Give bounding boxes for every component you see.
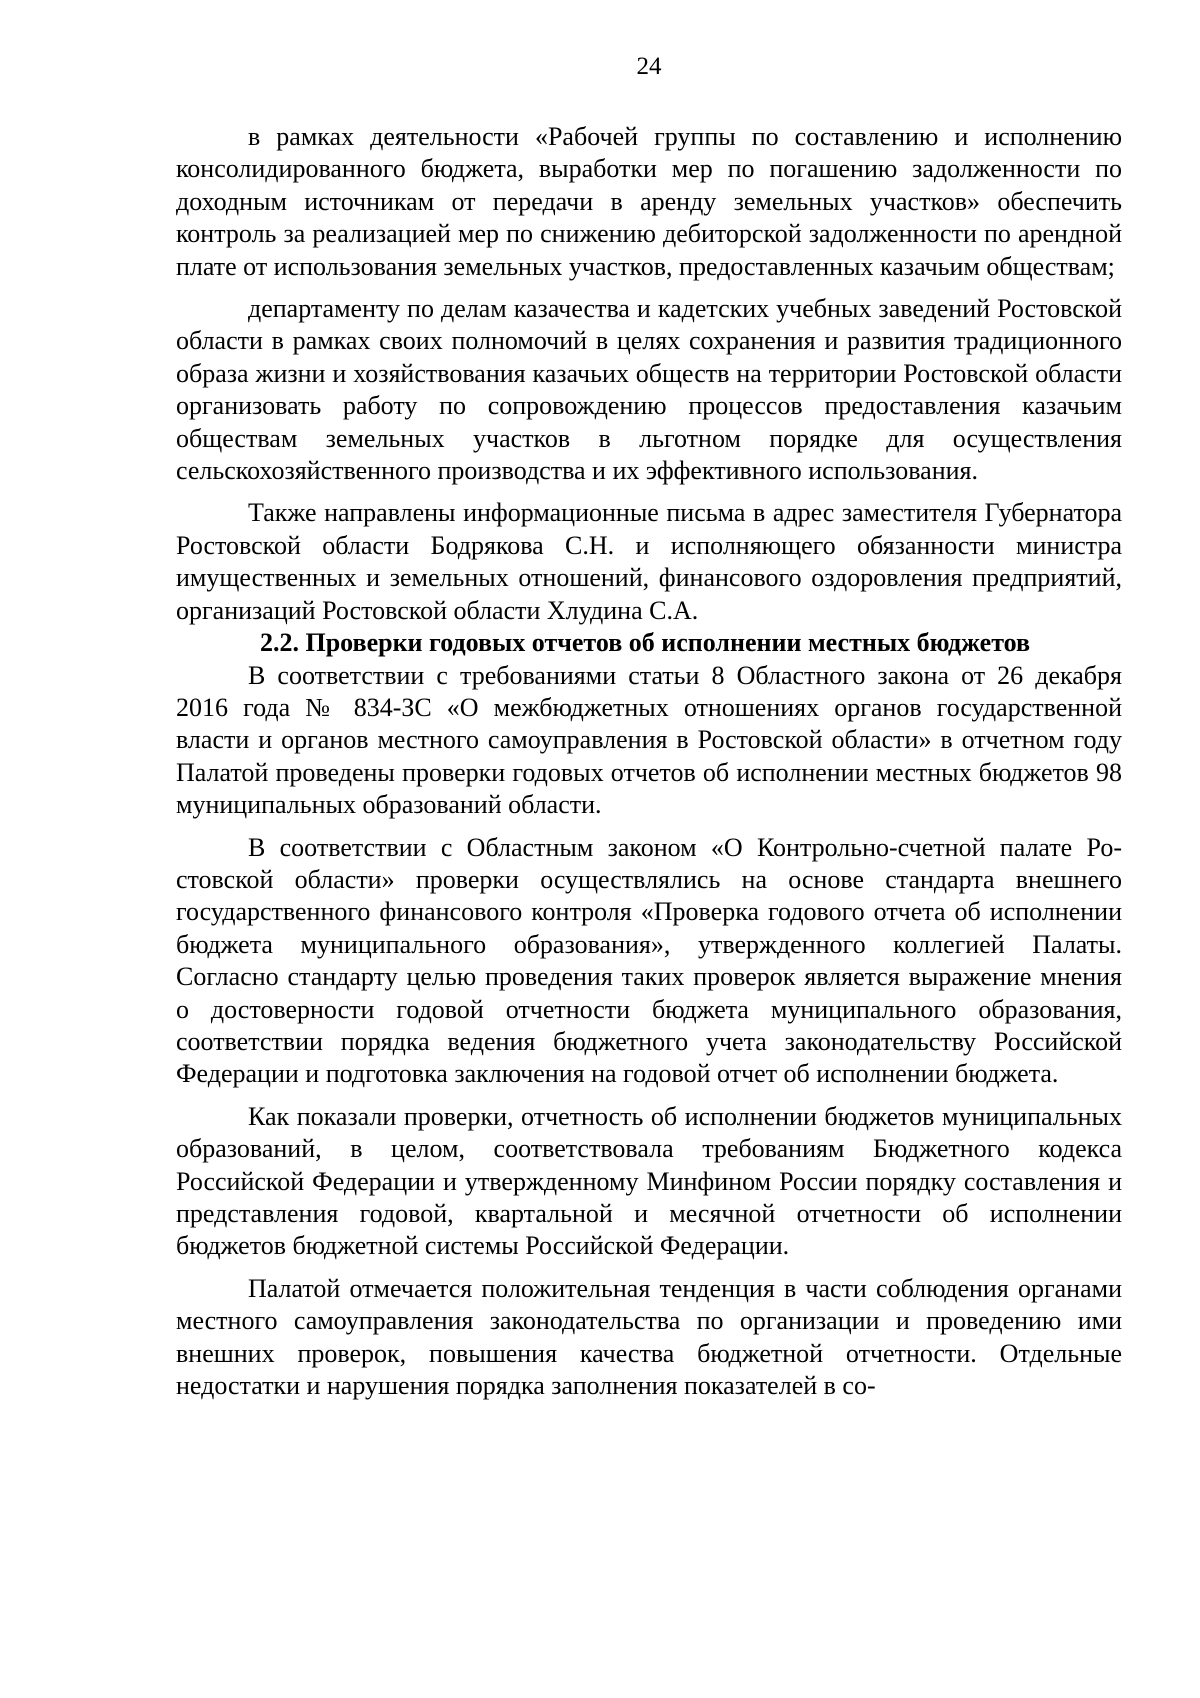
section-heading: 2.2. Проверки годовых отчетов об исполнении местных бюджетов <box>260 628 1031 658</box>
document-body <box>176 121 1122 1412</box>
paragraph-positive-trend: Палатой отмечается положительная тенденция в части соблюдения органами местного самоуправления законодательства по организации и проведению ими внешних проверок, повышения качества бюджетной отчетности. Отдельные недостатки и нарушения порядка заполнения показателей в со- <box>176 1273 1122 1401</box>
paragraph-cossack-department: департаменту по делам казачества и кадетских учебных заведений Ростовской области в рамках своих полномочий в целях сохранения и развития традиционного образа жизни и хозяйствования казачьих обществ на территории Ростовской области организовать работу по сопровождению процессов предоставления казачьим обществам земельных участков в льготном порядке для осуществления сельскохозяйственного производства и их эффективного использования. <box>176 294 1122 486</box>
paragraph-audit-requirements: В соответствии с требованиями статьи 8 Областного закона от 26 декабря 2016 года № 834-ЗС «О межбюджетных отношениях органов государственной власти и органов местного самоуправления в Ростовской области» в отчетном году Палатой проведены проверки годовых отчетов об исполнении местных бюджетов 98 муниципальных образований области. <box>176 660 1122 820</box>
page-number: 24 <box>636 53 662 80</box>
paragraph-audit-standard: В соответствии с Областным законом «О Контрольно-счетной палате Ростовской области» проверки осуществлялись на основе стандарта внешнего государственного финансового контроля «Проверка годового отчета об исполнении бюджета муниципального образования», утвержденного коллегией Палаты. Согласно стандарту целью проведения таких проверок является выражение мнения о достоверности годовой отчетности бюджета муниципального образования, соответствии порядка ведения бюджетного учета законодательству Российской Федерации и подготовка заключения на годовой отчет об исполнении бюджета. <box>176 832 1122 1089</box>
paragraph-audit-results: Как показали проверки, отчетность об исполнении бюджетов муниципальных образований, в целом, соответствовала требованиям Бюджетного кодекса Российской Федерации и утвержденному Минфином России порядку составления и представления годовой, квартальной и месячной отчетности об исполнении бюджетов бюджетной системы Российской Федерации. <box>176 1101 1122 1261</box>
paragraph-working-group: в рамках деятельности «Рабочей группы по составлению и исполнению консолидированного бюджета, выработки мер по погашению задолженности по доходным источникам от передачи в аренду земельных участков» обеспечить контроль за реализацией мер по снижению дебиторской задолженности по арендной плате от использования земельных участков, предоставленных казачьим обществам; <box>176 122 1122 281</box>
paragraph-information-letters: Также направлены информационные письма в адрес заместителя Губернатора Ростовской области Бодрякова С.Н. и исполняющего обязанности министра имущественных и земельных отношений, финансового оздоровления предприятий, организаций Ростовской области Хлудина С.А. <box>176 498 1122 625</box>
